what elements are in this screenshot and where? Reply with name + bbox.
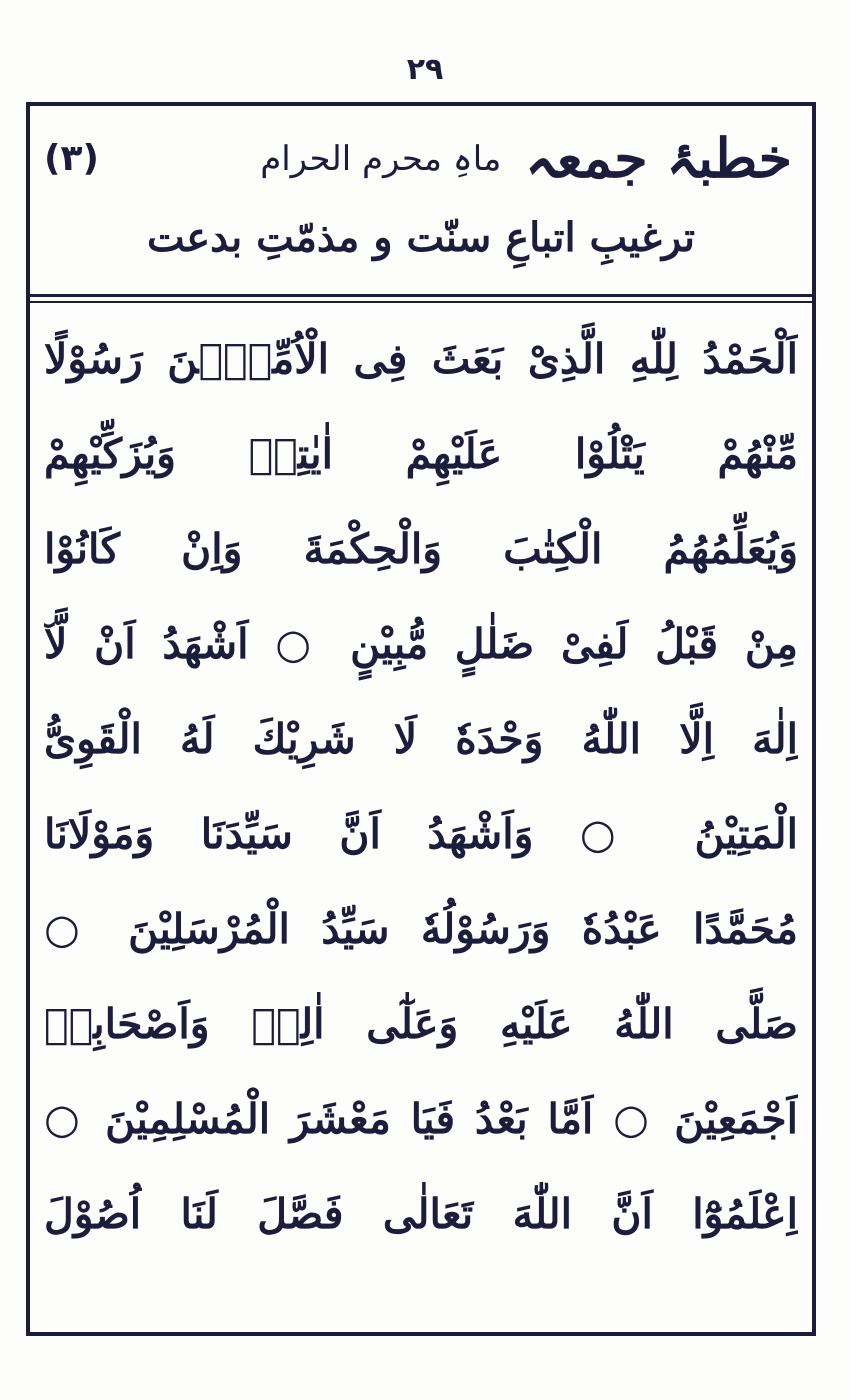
page-number: ٢٩ [406,52,444,87]
khutbah-number: (٣) [44,137,99,179]
text-line: مُحَمَّدًا عَبْدُهٗ وَرَسُوْلُهٗ سَیِّدُ الْمُرْسَلِیْنَ ○ [44,905,798,953]
text-line: اِعْلَمُوْٓا اَنَّ اللّٰهَ تَعَالٰى فَصَّلَ لَنَا اُصُوْلَ [44,1190,798,1238]
month-label: ماہِ محرم الحرام [260,138,502,179]
text-line: مِنْ قَبْلُ لَفِیْ ضَلٰلٍ مُّبِیْنٍ ○ اَشْهَدُ اَنْ لَّآ [44,620,798,668]
text-line: الْمَتِیْنُ ○ وَاَشْهَدُ اَنَّ سَیِّدَنَا وَمَوْلَانَا [44,810,798,858]
text-line: اِلٰهَ اِلَّا اللّٰهُ وَحْدَهٗ لَا شَرِیْكَ لَهُ الْقَوِیُّ [44,715,798,763]
title-row [44,118,792,198]
subtitle: ترغیبِ اتباعِ سنّت و مذمّتِ بدعت [146,214,696,261]
text-line: وَیُعَلِّمُهُمُ الْكِتٰبَ وَالْحِكْمَةَ وَاِنْ كَانُوْا [44,525,798,573]
text-line: اَجْمَعِیْنَ ○ اَمَّا بَعْدُ فَیَا مَعْشَرَ الْمُسْلِمِیْنَ ○ [44,1095,798,1143]
text-line: اَلْحَمْدُ لِلّٰهِ الَّذِیْ بَعَثَ فِی الْاُمِّیّٖنَ رَسُوْلًا [44,335,798,383]
text-line: صَلَّى اللّٰهُ عَلَیْهِ وَعَلٰٓى اٰلِهٖ وَاَصْحَابِهٖ [44,1000,798,1048]
page-frame [26,102,816,1336]
text-line: مِّنْهُمْ یَتْلُوْا عَلَیْهِمْ اٰیٰتِهٖ وَیُزَكِّیْهِمْ [44,430,798,478]
body-text [44,312,798,1262]
header-box [30,106,812,297]
page-title: خطبۂ جمعہ [525,126,792,190]
